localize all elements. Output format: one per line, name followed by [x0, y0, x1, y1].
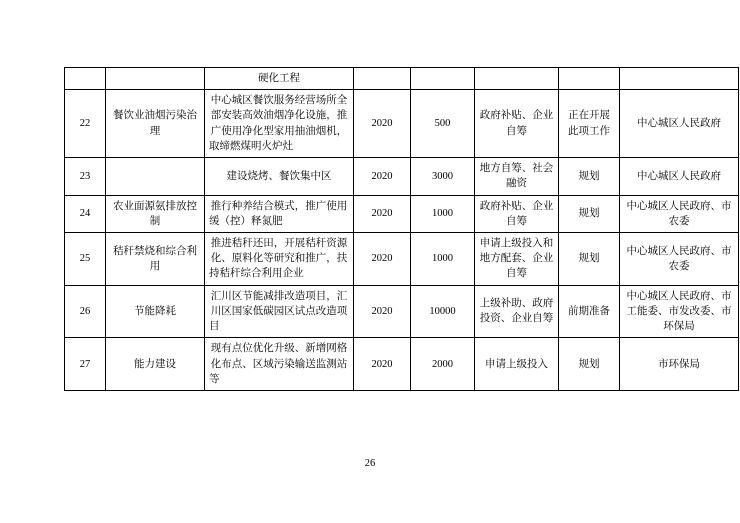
cell-progress: 正在开展此项工作	[559, 90, 620, 158]
project-table	[64, 67, 739, 391]
cell-year: 2020	[354, 158, 411, 195]
cell-amount: 10000	[411, 285, 475, 338]
cell-funding-source: 政府补贴、企业自筹	[475, 195, 559, 232]
cell-description: 推进秸秆还田，开展秸秆资源化、原料化等研究和推广，扶持秸秆综合利用企业	[205, 232, 354, 285]
cell-number: 27	[65, 338, 106, 391]
cell-progress	[559, 68, 620, 90]
cell-project-name: 节能降耗	[106, 285, 205, 338]
cell-number: 24	[65, 195, 106, 232]
table-row	[65, 195, 739, 232]
cell-progress: 规划	[559, 195, 620, 232]
cell-description: 建设烧烤、餐饮集中区	[205, 158, 354, 195]
table-body	[65, 68, 739, 391]
cell-project-name: 餐饮业油烟污染治理	[106, 90, 205, 158]
table-row	[65, 232, 739, 285]
cell-description: 中心城区餐饮服务经营场所全部安装高效油烟净化设施，推广使用净化型家用抽油烟机，取缔燃煤明火炉灶	[205, 90, 354, 158]
cell-amount: 500	[411, 90, 475, 158]
cell-responsible-department: 中心城区人民政府、市工能委、市发改委、市环保局	[620, 285, 739, 338]
cell-year: 2020	[354, 195, 411, 232]
cell-year	[354, 68, 411, 90]
cell-progress: 规划	[559, 232, 620, 285]
cell-project-name: 农业面源氨排放控制	[106, 195, 205, 232]
cell-project-name	[106, 68, 205, 90]
cell-responsible-department	[620, 68, 739, 90]
cell-responsible-department: 中心城区人民政府	[620, 90, 739, 158]
cell-year: 2020	[354, 90, 411, 158]
cell-description: 现有点位优化升级、新增网格化布点、区域污染输送监测站等	[205, 338, 354, 391]
cell-responsible-department: 中心城区人民政府、市农委	[620, 195, 739, 232]
cell-project-name	[106, 158, 205, 195]
cell-progress: 规划	[559, 158, 620, 195]
cell-funding-source: 申请上级投入	[475, 338, 559, 391]
cell-progress: 前期准备	[559, 285, 620, 338]
cell-description: 推行种养结合模式，推广使用缓（控）释氮肥	[205, 195, 354, 232]
cell-amount: 1000	[411, 232, 475, 285]
cell-funding-source: 申请上级投入和地方配套、企业自筹	[475, 232, 559, 285]
cell-amount: 2000	[411, 338, 475, 391]
cell-amount: 1000	[411, 195, 475, 232]
cell-number	[65, 68, 106, 90]
table-row	[65, 90, 739, 158]
table-row	[65, 68, 739, 90]
table-row	[65, 338, 739, 391]
cell-year: 2020	[354, 232, 411, 285]
cell-number: 26	[65, 285, 106, 338]
cell-funding-source: 上级补助、政府投资、企业自筹	[475, 285, 559, 338]
cell-responsible-department: 市环保局	[620, 338, 739, 391]
cell-description: 硬化工程	[205, 68, 354, 90]
table-row	[65, 285, 739, 338]
cell-amount	[411, 68, 475, 90]
cell-funding-source: 地方自筹、社会融资	[475, 158, 559, 195]
page-number: 26	[364, 458, 376, 469]
cell-project-name: 秸秆禁烧和综合利用	[106, 232, 205, 285]
cell-progress: 规划	[559, 338, 620, 391]
cell-year: 2020	[354, 285, 411, 338]
cell-description: 汇川区节能减排改造项目，汇川区国家低碳园区试点改造项目	[205, 285, 354, 338]
cell-funding-source	[475, 68, 559, 90]
project-table-container	[64, 67, 732, 391]
cell-number: 22	[65, 90, 106, 158]
cell-year: 2020	[354, 338, 411, 391]
table-row	[65, 158, 739, 195]
cell-number: 25	[65, 232, 106, 285]
cell-amount: 3000	[411, 158, 475, 195]
cell-responsible-department: 中心城区人民政府、市农委	[620, 232, 739, 285]
cell-responsible-department: 中心城区人民政府	[620, 158, 739, 195]
cell-funding-source: 政府补贴、企业自筹	[475, 90, 559, 158]
cell-project-name: 能力建设	[106, 338, 205, 391]
cell-number: 23	[65, 158, 106, 195]
